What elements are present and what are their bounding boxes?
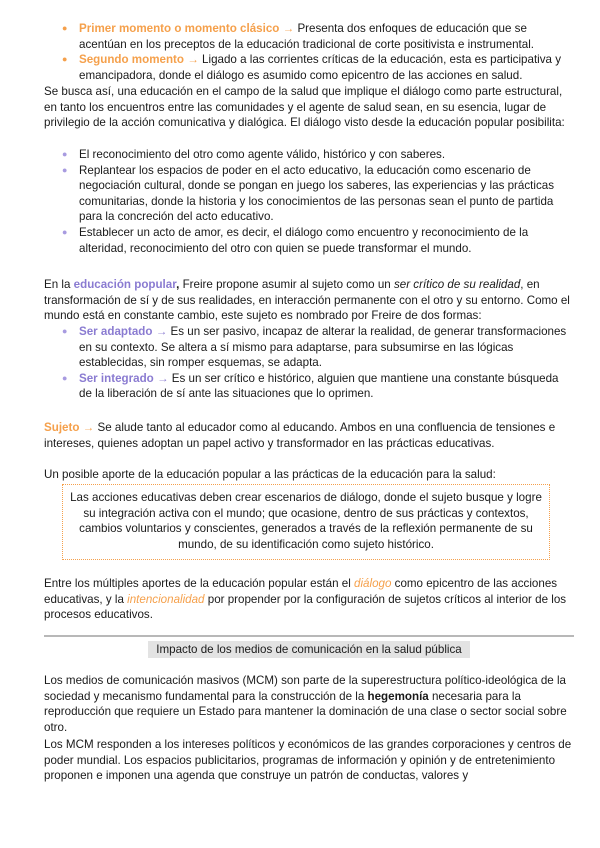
arrow-icon: → xyxy=(82,421,95,434)
term-popular-education: educación popular xyxy=(73,278,177,291)
paragraph-search: Se busca así, una educación en el campo de la salud que implique el diálogo como parte estructural, en tanto los encuentros entre las comunidades y el agente de salud sean, en su esencia, lugar de privilegio de la acción comunicativa y dialógica. El diálogo visto desde la educación popular posibilita: xyxy=(44,85,565,130)
term-hegemonia: hegemonía xyxy=(367,689,429,703)
term-ser-adaptado: Ser adaptado xyxy=(79,325,153,338)
sujeto-text: Se alude tanto al educador como al educando. Ambos en una confluencia de tensiones e intereses, quienes adoptan un papel activo y transformador en las prácticas educativas. xyxy=(44,421,556,450)
term-ser-integrado: Ser integrado xyxy=(79,371,154,385)
freire-rest: , en transformación de sí y de sus realidades, en interacción permanente con el otro y su entorno. Como el mundo está en constante cambio, este sujeto es nombrado por Freire de dos formas: xyxy=(44,278,570,323)
list-item xyxy=(44,371,574,402)
item-text: Ligado a las corrientes críticas de la educación, esta es participativa y emancipadora, donde el diálogo es asumido como epicentro de las acciones en salud. xyxy=(79,53,562,82)
paragraph-mcm-2: Los MCM responden a los intereses políticos y económicos de las grandes corporaciones y centros de poder mundial. Los espacios publicitarios, programas de información y opinión y de entretenimiento proponen e imponen una agenda que construye un patrón de conductas, valores y xyxy=(44,738,572,783)
term-second-moment: Segundo momento xyxy=(79,53,184,67)
item-text: Es un ser crítico e histórico, alguien que mantiene una constante búsqueda de la liberación de sí ante las situaciones que lo oprimen. xyxy=(79,371,559,401)
list-item: ● Replantear los espacios de poder en el acto educativo, la educación como escenario de negociación cultural, donde se pongan en juego los saberes, las experiencias y las prácticas comunitarias, donde la historia y los conocimientos de las personas sean el punto de partida para la concreción del acto educativo. xyxy=(44,163,574,225)
list-item: ● El reconocimiento del otro como agente válido, histórico y con saberes. xyxy=(44,147,574,163)
arrow-icon: → xyxy=(282,22,295,35)
section-divider xyxy=(44,635,574,637)
freire-comma: , xyxy=(176,278,180,291)
dialog-benefits-list xyxy=(44,147,574,256)
mcm1-a: Los medios de comunicación masivos (MCM) son parte de la superestructura político-ideológica de la sociedad y mecanismo fundamental para la construcción de la xyxy=(44,674,566,703)
paragraph-sujeto xyxy=(44,420,574,451)
arrow-icon: → xyxy=(187,53,199,67)
moments-list xyxy=(44,21,574,83)
mcm1-c: necesaria para la reproducción que requiere un Estado para mantener la dominación de una clase o sector social sobre otro. xyxy=(44,689,567,734)
term-dialogo: diálogo xyxy=(354,577,392,590)
item-text: Presenta dos enfoques de educación que se acentúan en los preceptos de la educación tradicional de corte positivista e instrumental. xyxy=(79,22,535,51)
paragraph-aporte: Un posible aporte de la educación popular a las prácticas de la educación para la salud: xyxy=(44,468,496,481)
freire-lead: En la xyxy=(44,278,71,291)
quote-text: Las acciones educativas deben crear escenarios de diálogo, donde el sujeto busque y logre su integración activa con el mundo; que ocasione, dentro de sus prácticas y contextos, cambios voluntarios y conscientes, generados a través de la reflexión permanente de su mundo, de su identificación como sujeto histórico. xyxy=(70,491,542,551)
term-intencionalidad: intencionalidad xyxy=(127,592,205,606)
highlight-quote-box xyxy=(62,484,550,560)
subject-forms-list xyxy=(44,324,574,402)
aportes-a: Entre los múltiples aportes de la educación popular están el xyxy=(44,577,351,590)
list-item xyxy=(44,324,574,371)
freire-italic: ser crítico de su realidad xyxy=(393,278,521,291)
list-item: ● Establecer un acto de amor, es decir, el diálogo como encuentro y reconocimiento de la alteridad, reconocimiento del otro con quien se puede transformar el mundo. xyxy=(44,225,574,256)
paragraph-freire xyxy=(44,277,574,324)
item-text: Es un ser pasivo, incapaz de alterar la realidad, de generar transformaciones en su contexto. Se altera a sí mismo para adaptarse, para subsumirse en las lógicas establecidas, sin romper esquemas, se adapta. xyxy=(79,325,567,370)
paragraph-aportes xyxy=(44,576,574,623)
list-item xyxy=(44,52,574,83)
list-item xyxy=(44,21,574,52)
aportes-e: por propender por la configuración de sujetos críticos al interior de los procesos educativos. xyxy=(44,592,567,622)
arrow-icon: → xyxy=(156,371,169,385)
arrow-icon: → xyxy=(155,325,168,338)
term-sujeto: Sujeto xyxy=(44,421,80,434)
term-first-moment: Primer momento o momento clásico xyxy=(79,22,280,35)
paragraph-mcm-1 xyxy=(44,673,574,735)
freire-mid: Freire propone asumir al sujeto como un xyxy=(182,278,391,291)
section-title: Impacto de los medios de comunicación en la salud pública xyxy=(148,641,470,658)
aportes-c: como epicentro de las acciones educativas, y la xyxy=(44,577,558,606)
